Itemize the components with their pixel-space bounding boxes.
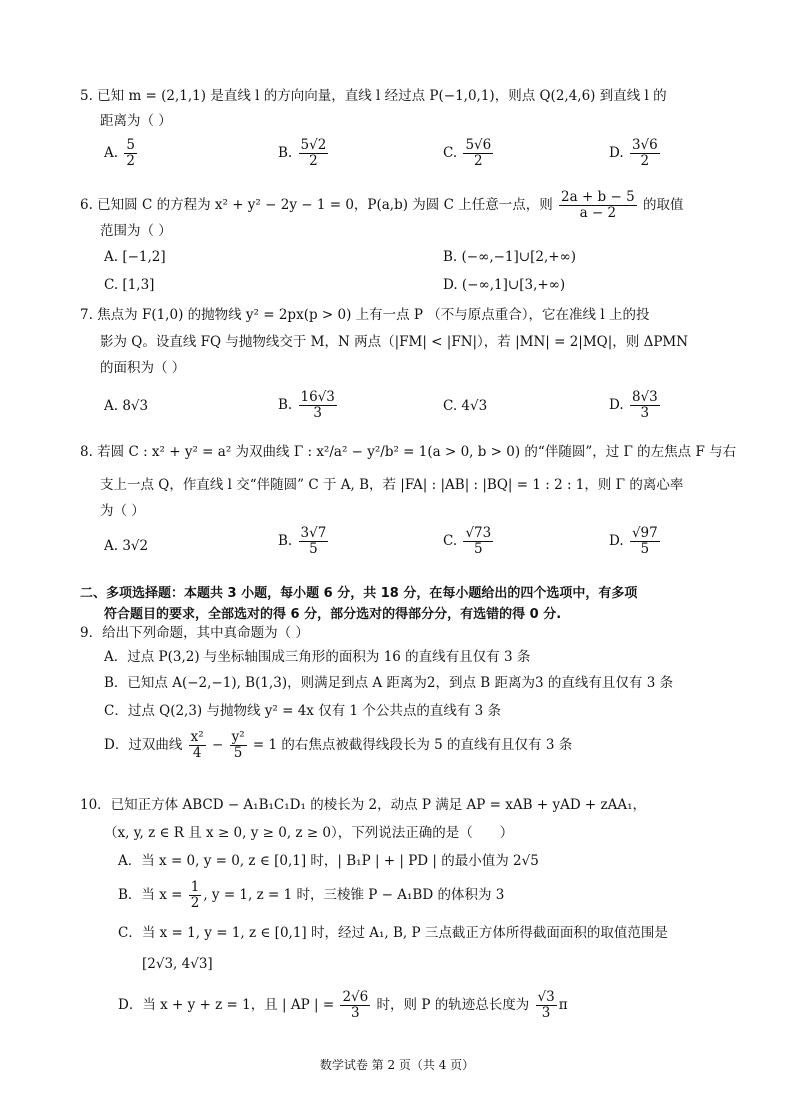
q5-b-label: B. — [278, 145, 293, 161]
q10-option-c-line1: C．当 x = 1, y = 1, z ∈ [0,1] 时，经过 A₁, B, P 三点截正方体所得截面面积的取值范围是 — [118, 925, 668, 941]
q9-option-c: C．过点 Q(2,3) 与抛物线 y² = 4x 仅有 1 个公共点的直线有 3 条 — [104, 703, 502, 719]
q8-b-frac: $\frac{3√7}{5}$ — [300, 525, 327, 557]
q5-c-label: C. — [443, 145, 458, 161]
q8-option-c: C. $\frac{√73}{5}$ — [443, 525, 492, 557]
q7-option-c: C. 4√3 — [443, 398, 488, 414]
q5-option-d — [609, 138, 662, 169]
q9-option-d: D．过双曲线 $\frac{\text{x²}}{4}$ − $\frac{\text{y²}}{5}$ = 1 的右焦点被截得线段长为 5 的直线有且仅有 3 条 — [104, 729, 573, 761]
q5-d-frac: $\frac{3√6}{2}$ — [631, 137, 658, 169]
q10-d-frac2: $\frac{√3}{3}$ — [537, 989, 555, 1021]
q5-a-label: A. — [104, 145, 119, 161]
q8-d-frac: $\frac{√97}{5}$ — [631, 525, 658, 557]
q9-d-frac2: $\frac{\text{y²}}{5}$ — [231, 729, 245, 761]
q7-line2: 影为 Q。设直线 FQ 与抛物线交于 M，N 两点（|FM| < |FN|），若 |MN| = 2|MQ|，则 ΔPMN — [100, 334, 689, 350]
q5-option-b — [278, 138, 330, 169]
q10-option-b: B．当 x = $\frac{1}{2}$ , y = 1, z = 1 时，三棱锥 P − A₁BD 的体积为 3 — [118, 879, 505, 911]
q9-d-frac1: $\frac{\text{x²}}{4}$ — [190, 729, 204, 761]
q9-option-b: B．已知点 A(−2,−1), B(1,3)，则满足到点 A 距离为2，到点 B 距离为3 的直线有且仅有 3 条 — [104, 675, 674, 691]
q10-line1: 10．已知正方体 ABCD − A₁B₁C₁D₁ 的棱长为 2，动点 P 满足 AP = xAB + yAD + zAA₁， — [80, 797, 647, 813]
q6-option-d: D. (−∞,1]∪[3,+∞) — [443, 277, 566, 293]
q6-option-a: A. [−1,2] — [104, 249, 166, 265]
q5-line2: 距离为（ ） — [100, 113, 172, 129]
q9-stem: 9．给出下列命题，其中真命题为（ ） — [80, 625, 309, 641]
q7-b-frac: $\frac{16√3}{3}$ — [300, 389, 335, 421]
q6-option-b: B. (−∞,−1]∪[2,+∞) — [443, 249, 577, 265]
q10-line2: （x, y, z ∈ R 且 x ≥ 0, y ≥ 0, z ≥ 0），下列说法正确的是（ ） — [104, 825, 514, 841]
q5-a-frac: $\frac{5}{2}$ — [126, 137, 135, 169]
q5-b-frac: $\frac{5√2}{2}$ — [300, 137, 327, 169]
q5-d-label: D. — [609, 145, 624, 161]
q10-d-frac1: $\frac{2√6}{3}$ — [342, 989, 369, 1021]
q10-option-c-line2: [2√3, 4√3] — [142, 956, 213, 972]
q8-line1: 8. 若圆 C : x² + y² = a² 为双曲线 Γ : x²/a² − y²/b² = 1(a > 0, b > 0) 的“伴随圆”，过 Γ 的左焦点 F 与右 — [80, 444, 737, 460]
q7-d-frac: $\frac{8√3}{3}$ — [631, 389, 658, 421]
q10-b-frac: $\frac{1}{2}$ — [190, 879, 200, 911]
q8-option-a: A. 3√2 — [104, 538, 149, 554]
page-footer: 数学试卷 第 2 页（共 4 页） — [319, 1058, 475, 1072]
q6-fraction: $\frac{2a + b - 5}{a - 2}$ — [561, 189, 635, 221]
q7-option-b: B. $\frac{16√3}{3}$ — [278, 389, 335, 421]
q8-option-d: D. $\frac{√97}{5}$ — [609, 525, 658, 557]
q7-line1: 7. 焦点为 F(1,0) 的抛物线 y² = 2px(p > 0) 上有一点 P （不与原点重合），它在准线 l 上的投 — [80, 307, 650, 323]
q5-c-frac: $\frac{5√6}{2}$ — [465, 137, 492, 169]
q10-option-a: A．当 x = 0, y = 0, z ∈ [0,1] 时，| B₁P | + | PD | 的最小值为 2√5 — [118, 853, 539, 869]
q5-option-c — [443, 138, 495, 169]
q7-line3: 的面积为（ ） — [100, 360, 186, 376]
section-heading-line2: 符合题目的要求，全部选对的得 6 分，部分选对的得部分分，有选错的得 0 分. — [104, 607, 562, 622]
q5-line1: 5. 已知 m = (2,1,1) 是直线 l 的方向向量，直线 l 经过点 P(−1,0,1)，则点 Q(2,4,6) 到直线 l 的 — [80, 88, 667, 104]
q8-line3: 为（ ） — [100, 503, 145, 519]
q8-option-b: B. $\frac{3√7}{5}$ — [278, 525, 327, 557]
q6-line2: 范围为（ ） — [100, 223, 172, 239]
q5-option-a — [104, 138, 139, 169]
q9-option-a: A．过点 P(3,2) 与坐标轴围成三角形的面积为 16 的直线有且仅有 3 条 — [104, 649, 531, 665]
q10-option-d: D．当 x + y + z = 1，且 | AP | = $\frac{2√6}{3}$ 时，则 P 的轨迹总长度为 $\frac{√3}{3}$ π — [118, 989, 568, 1021]
q6-option-c: C. [1,3] — [104, 277, 155, 293]
q8-c-frac: $\frac{√73}{5}$ — [465, 525, 492, 557]
q8-line2: 支上一点 Q，作直线 l 交“伴随圆” C 于 A, B，若 |FA| : |AB| : |BQ| = 1 : 2 : 1，则 Γ 的离心率 — [100, 477, 684, 493]
section-heading-line1: 二、多项选择题：本题共 3 小题，每小题 6 分，共 18 分，在每小题给出的四个选项中，有多项 — [80, 586, 638, 601]
q7-option-a: A. 8√3 — [104, 398, 149, 414]
q6-line1: 6. 已知圆 C 的方程为 x² + y² − 2y − 1 = 0，P(a,b) 为圆 C 上任意一点，则 $\frac{2a + b - 5}{a - 2}$ 的取值 — [80, 189, 684, 221]
q7-option-d: D. $\frac{8√3}{3}$ — [609, 389, 658, 421]
